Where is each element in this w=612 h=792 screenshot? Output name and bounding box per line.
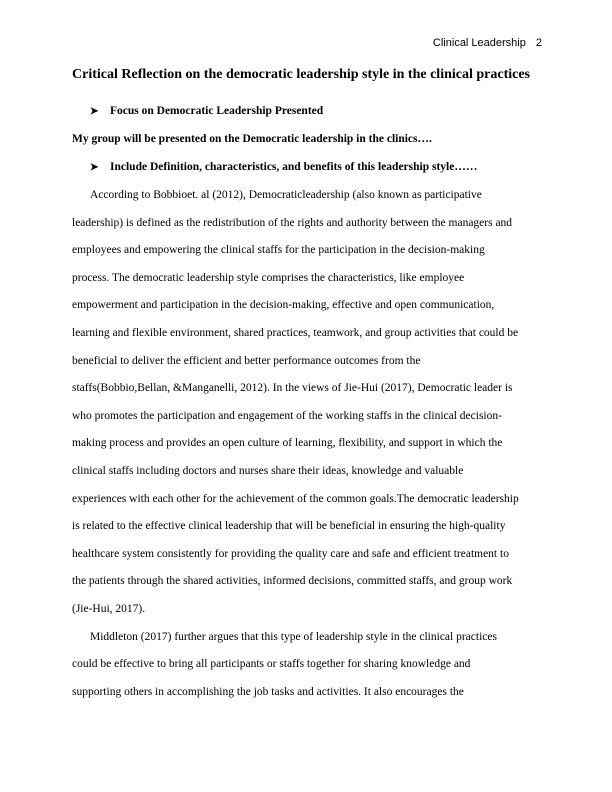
arrow-bullet-icon: ➤ — [90, 106, 99, 117]
running-head-title: Clinical Leadership — [432, 37, 526, 49]
paragraph-line: leadership) is defined as the redistribution of the rights and authority between the managers and — [72, 216, 513, 229]
paragraph-line: healthcare system consistently for providing the quality care and safe and efficient treatment to — [72, 547, 509, 560]
paragraph-line: supporting others in accomplishing the job tasks and activities. It also encourages the — [72, 685, 464, 698]
paragraph-line: According to Bobbioet. al (2012), Democraticleadership (also known as participative — [90, 189, 482, 201]
bullet-item-definition — [72, 152, 542, 182]
paragraph-line: process. The democratic leadership style comprises the characteristics, like employee — [72, 271, 465, 284]
paragraph-line: who promotes the participation and engagement of the working staffs in the clinical decision- — [72, 409, 502, 422]
paragraph-line: is related to the effective clinical leadership that will be beneficial in ensuring the high-quality — [72, 520, 506, 533]
bullet-item-focus — [72, 96, 542, 126]
paragraph-line: empowerment and participation in the decision-making, effective and open communication, — [72, 299, 495, 312]
running-header — [433, 37, 542, 49]
paragraph-line: making process and provides an open culture of learning, flexibility, and support in which the — [72, 437, 503, 450]
paragraph-line: the patients through the shared activities, informed decisions, committed staffs, and group work — [72, 575, 513, 588]
paragraph-line: staffs(Bobbio,Bellan, &Manganelli, 2012). In the views of Jie-Hui (2017), Democratic leader is — [72, 382, 513, 395]
paragraph-middleton — [72, 624, 542, 707]
paragraph-line: could be effective to bring all participants or staffs together for sharing knowledge and — [72, 658, 471, 671]
paragraph-line: experiences with each other for the achievement of the common goals.The democratic leadership — [72, 492, 519, 505]
paragraph-definition — [72, 182, 542, 624]
paragraph-line: employees and empowering the clinical staffs for the participation in the decision-making — [72, 244, 485, 257]
group-statement: My group will be presented on the Democratic leadership in the clinics…. — [72, 133, 432, 145]
document-title: Critical Reflection on the democratic leadership style in the clinical practices — [72, 67, 531, 82]
page-number: 2 — [535, 37, 542, 49]
paragraph-line: clinical staffs including doctors and nurses share their ideas, knowledge and valuable — [72, 464, 464, 477]
paragraph-line: learning and flexible environment, shared practices, teamwork, and group activities that could be — [72, 326, 519, 339]
arrow-bullet-icon: ➤ — [90, 162, 99, 173]
bullet-text: Include Definition, characteristics, and benefits of this leadership style…… — [110, 161, 478, 173]
paragraph-line: beneficial to deliver the efficient and better performance outcomes from the — [72, 354, 421, 367]
paragraph-line: (Jie-Hui, 2017). — [72, 602, 146, 615]
bullet-text: Focus on Democratic Leadership Presented — [110, 105, 324, 117]
paragraph-line: Middleton (2017) further argues that this type of leadership style in the clinical practices — [90, 630, 497, 643]
document-body — [72, 66, 542, 706]
